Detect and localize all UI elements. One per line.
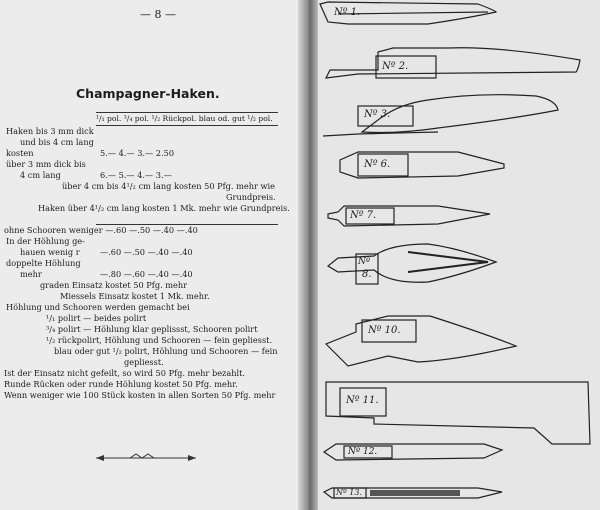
row-text: Grundpreis.: [226, 192, 276, 202]
row-text: 4 cm lang: [20, 170, 61, 180]
hook-no-10: [326, 316, 516, 366]
row-text: In der Höhlung ge-: [6, 236, 85, 246]
row-text: Runde Rücken oder runde Höhlung kostet 50 Pfg. mehr.: [4, 379, 238, 389]
hook-label-10: Nº 10.: [368, 325, 401, 336]
hook-no-2: [326, 48, 580, 78]
row-text: Wenn weniger wie 100 Stück kosten in allen Sorten 50 Pfg. mehr: [4, 390, 276, 400]
hook-no-3: [323, 95, 558, 136]
hook-label-6: Nº 6.: [364, 159, 391, 170]
hook-no-11: [326, 382, 590, 444]
hook-label-3: Nº 3.: [364, 109, 391, 120]
row-text: über 3 mm dick bis: [6, 159, 86, 169]
page-title: Champagner-Haken.: [76, 86, 220, 101]
row-text: und bis 4 cm lang: [20, 137, 94, 147]
row-text: Haken über 4¹/₂ cm lang kosten 1 Mk. mehr wie Grundpreis.: [38, 203, 290, 213]
hook-label-12: Nº 12.: [348, 447, 378, 457]
row-text: ³/₄ polirt — Höhlung klar geplissst, Schooren polirt: [46, 324, 258, 334]
row-text: graden Einsatz kostet 50 Pfg. mehr: [40, 280, 188, 290]
row-text: ¹/₂ rückpolirt, Höhlung und Schooren — fein gepliesst.: [46, 335, 273, 345]
row-text: gepliesst.: [124, 357, 164, 367]
hook-drawings: [318, 0, 600, 510]
row-text: Ist der Einsatz nicht gefeilt, so wird 50 Pfg. mehr bezahlt.: [4, 368, 246, 378]
row-text: ohne Schooren weniger —.60 —.50 —.40 —.40: [4, 225, 198, 235]
hook-label-1: Nº 1.: [334, 7, 361, 18]
row-values: —.60 —.50 —.40 —.40: [100, 247, 193, 257]
right-page: [318, 0, 600, 510]
row-text: kosten: [6, 148, 34, 158]
row-text: über 4 cm bis 4¹/₂ cm lang kosten 50 Pfg. mehr wie: [62, 181, 275, 191]
row-text: blau oder gut ¹/₂ polirt, Höhlung und Schooren — fein: [54, 346, 278, 356]
hook-no-8: [328, 244, 496, 284]
page-number: — 8 —: [140, 8, 176, 21]
hook-label-7: Nº 7.: [350, 210, 377, 221]
row-values: 5.— 4.— 3.— 2.50: [100, 148, 175, 158]
hook-label-13: Nº 13.: [336, 488, 363, 497]
row-text: Miessels Einsatz kostet 1 Mk. mehr.: [60, 291, 210, 301]
row-values: 6.— 5.— 4.— 3.—: [100, 170, 172, 180]
row-text: mehr: [20, 269, 42, 279]
hook-label-8a: Nº: [358, 257, 371, 267]
hook-label-2: Nº 2.: [382, 61, 409, 72]
row-text: doppelte Höhlung: [6, 258, 81, 268]
book-gutter: [298, 0, 320, 510]
row-values: —.80 —.60 —.40 —.40: [100, 269, 193, 279]
hook-label-11: Nº 11.: [346, 395, 379, 406]
row-text: ¹/₁ polirt — beides polirt: [46, 313, 147, 323]
row-text: Haken bis 3 mm dick: [6, 126, 94, 136]
row-text: Höhlung und Schooren werden gemacht bei: [6, 302, 190, 312]
row-text: hauen wenig r: [20, 247, 80, 257]
price-column-headers: ¹/₁ pol. ³/₄ pol. ¹/₂ Rückpol. blau od. gut ¹/₂ pol.: [96, 114, 273, 123]
hook-label-8b: 8.: [362, 269, 372, 280]
